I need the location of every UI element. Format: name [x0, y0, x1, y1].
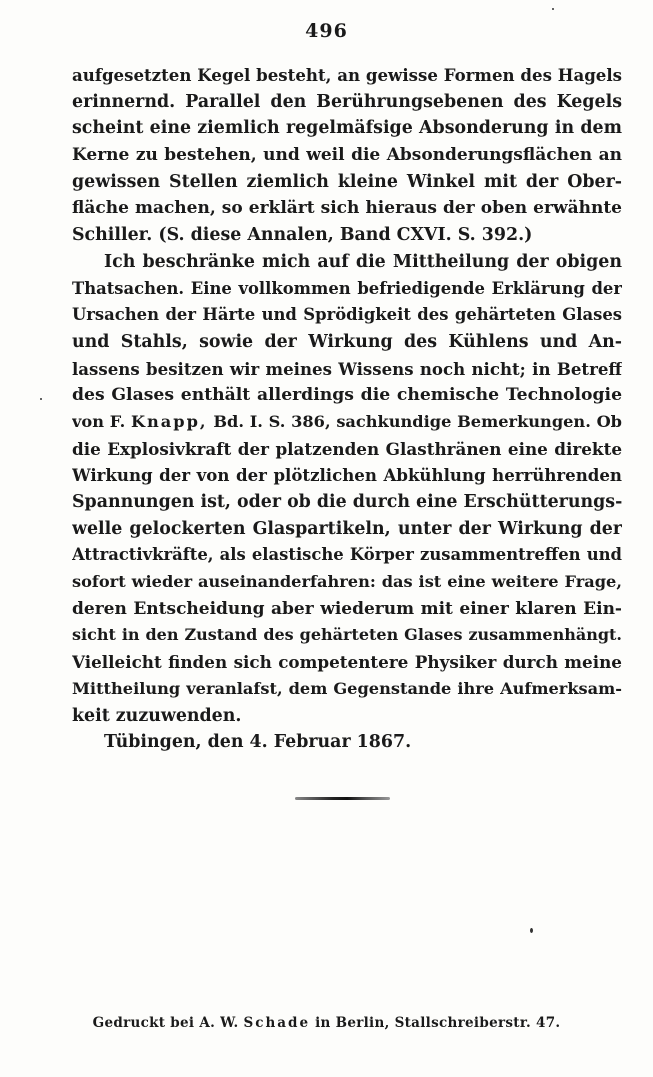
- text-line: Kerne zu bestehen, und weil die Absonderungsflächen an: [72, 145, 622, 166]
- text-line: und Stahls, sowie der Wirkung des Kühlens und An-: [72, 331, 622, 352]
- printer-imprint: [0, 1015, 653, 1031]
- citation-prefix: von F.: [72, 411, 126, 431]
- text-line-citation: [72, 409, 622, 436]
- text-line: die Explosivkraft der platzenden Glasthränen eine direkte: [72, 438, 622, 459]
- paragraph-end-line: keit zuzuwenden.: [72, 705, 242, 726]
- text-line: lassens besitzen wir meines Wissens noch nicht; in Betreff: [72, 358, 622, 379]
- imprint-prefix: Gedruckt bei A. W.: [92, 1015, 239, 1031]
- print-speck: [530, 928, 533, 933]
- text-line: sofort wieder auseinanderfahren: das ist eine weitere Frage,: [72, 572, 622, 592]
- text-line: Attractivkräfte, als elastische Körper zusammentreffen und: [72, 545, 622, 565]
- section-separator: [295, 797, 390, 800]
- body-text: [72, 62, 622, 756]
- citation-rest: Bd. I. S. 386, sachkundige Bemerkungen. Ob: [213, 411, 622, 431]
- text-line: Mittheilung veranlafst, dem Gegenstande ihre Aufmerksam-: [72, 678, 622, 698]
- paragraph-start-line: Ich beschränke mich auf die Mittheilung der obigen: [104, 251, 622, 272]
- paragraph-end-line: Schiller. (S. diese Annalen, Band CXVI. S. 392.): [72, 225, 533, 246]
- print-speck: [552, 8, 554, 10]
- text-line: erinnernd. Parallel den Berührungsebenen des Kegels: [72, 91, 622, 112]
- text-line: Spannungen ist, oder ob die durch eine Erschütterungs-: [72, 492, 622, 512]
- citation-author: Knapp,: [130, 411, 208, 431]
- text-line: fläche machen, so erklärt sich hieraus der oben erwähnte: [72, 198, 622, 219]
- text-line: Thatsachen. Eine vollkommen befriedigende Erklärung der: [72, 278, 622, 298]
- text-line: gewissen Stellen ziemlich kleine Winkel mit der Ober-: [72, 171, 622, 192]
- text-line: aufgesetzten Kegel besteht, an gewisse Formen des Hagels: [72, 65, 622, 85]
- dateline: Tübingen, den 4. Februar 1867.: [104, 732, 412, 753]
- text-line: Wirkung der von der plötzlichen Abkühlung herrührenden: [72, 465, 622, 486]
- text-line: sicht in den Zustand des gehärteten Glases zusammenhängt.: [72, 625, 622, 645]
- text-line: Vielleicht finden sich competentere Physiker durch meine: [72, 652, 622, 673]
- page-number: 496: [305, 20, 348, 42]
- text-line: des Glases enthält allerdings die chemische Technologie: [72, 385, 622, 406]
- text-line: welle gelockerten Glaspartikeln, unter der Wirkung der: [72, 518, 622, 539]
- text-line: scheint eine ziemlich regelmäfsige Absonderung in dem: [72, 118, 622, 139]
- imprint-printer: Schade: [243, 1015, 311, 1031]
- text-line: Ursachen der Härte und Sprödigkeit des gehärteten Glases: [72, 305, 622, 325]
- text-line: deren Entscheidung aber wiederum mit einer klaren Ein-: [72, 598, 622, 619]
- print-speck: [40, 398, 42, 400]
- imprint-suffix: in Berlin, Stallschreiberstr. 47.: [315, 1015, 561, 1031]
